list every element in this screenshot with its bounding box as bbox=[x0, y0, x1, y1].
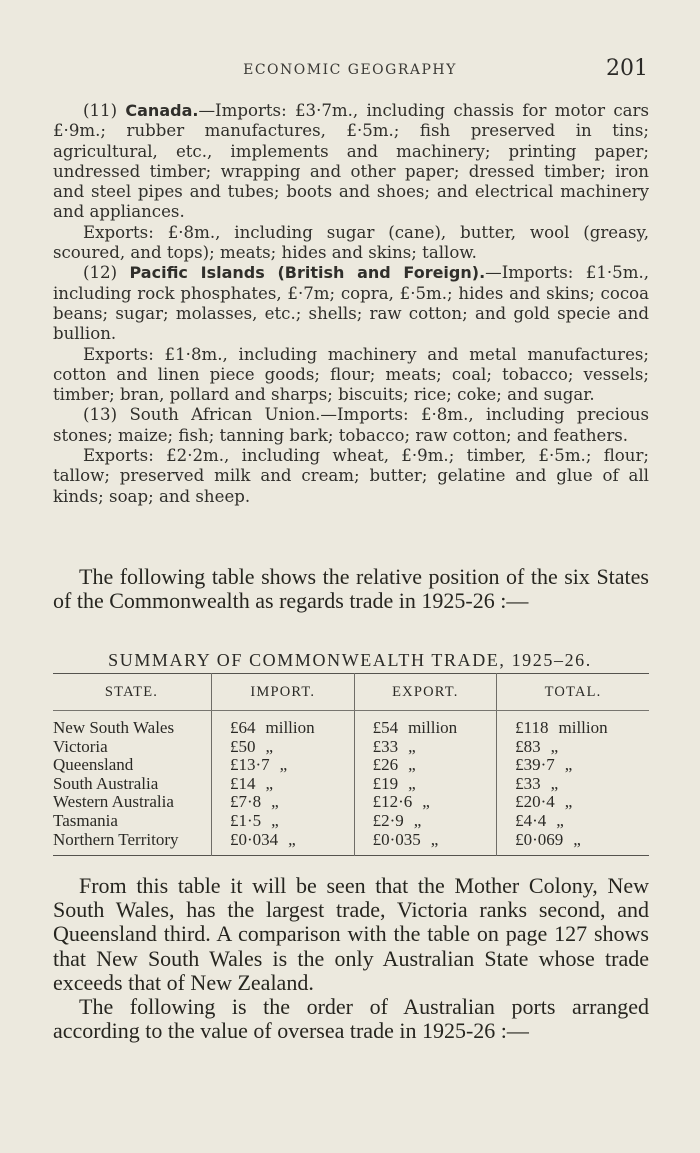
state-cell: Western Australia bbox=[53, 792, 174, 812]
unit: „ bbox=[271, 792, 279, 812]
ports-paragraph: The following is the order of Australian ports arranged according to the value of oversea trade in 1925-26 :— bbox=[53, 994, 649, 1044]
unit: „ bbox=[408, 736, 416, 756]
page-header bbox=[0, 56, 700, 84]
value: £33 bbox=[372, 736, 399, 756]
value: £0·034 bbox=[230, 829, 279, 849]
trade-summary-table bbox=[53, 673, 649, 856]
table-row bbox=[53, 793, 649, 812]
state-cell: South Australia bbox=[53, 773, 159, 793]
export-cell bbox=[354, 775, 497, 794]
table-row bbox=[53, 812, 649, 831]
table-row bbox=[53, 775, 649, 794]
total-cell bbox=[497, 711, 649, 738]
unit: „ bbox=[265, 773, 274, 793]
table-row bbox=[53, 711, 649, 738]
unit: „ bbox=[550, 736, 559, 756]
value: £12·6 bbox=[372, 792, 413, 812]
export-cell bbox=[354, 756, 497, 775]
table-commentary bbox=[53, 874, 649, 1043]
unit: million bbox=[265, 718, 315, 737]
value: £83 bbox=[515, 736, 541, 756]
unit: „ bbox=[279, 755, 288, 775]
value: £1·5 bbox=[230, 810, 262, 830]
import-cell bbox=[212, 831, 355, 856]
table-header-row bbox=[53, 674, 649, 711]
import-cell bbox=[212, 793, 355, 812]
unit: „ bbox=[408, 773, 416, 793]
unit: „ bbox=[422, 792, 430, 812]
pacific-exports-paragraph: Exports: £1·8m., including machinery and metal manufactures; cotton and linen piece goods; flour; meats; coal; tobacco; vessels; timber; bran, pollard and sharps; biscuits; rice; coke; and sugar. bbox=[53, 344, 649, 405]
total-cell bbox=[497, 775, 649, 794]
export-cell bbox=[354, 738, 497, 757]
state-cell: Victoria bbox=[53, 736, 108, 756]
section-number: (11) bbox=[83, 101, 118, 120]
value: £118 bbox=[515, 718, 549, 737]
import-cell bbox=[212, 738, 355, 757]
value: £64 bbox=[230, 718, 256, 737]
total-cell bbox=[497, 738, 649, 757]
unit: „ bbox=[430, 829, 439, 849]
total-cell bbox=[497, 793, 649, 812]
value: £4·4 bbox=[515, 810, 547, 830]
table-intro bbox=[53, 565, 649, 613]
value: £19 bbox=[372, 773, 399, 793]
value: £0·035 bbox=[372, 829, 421, 849]
state-cell: Queensland bbox=[53, 755, 134, 775]
unit: „ bbox=[564, 792, 573, 812]
value: £39·7 bbox=[515, 755, 555, 775]
import-cell bbox=[212, 711, 355, 738]
unit: „ bbox=[288, 829, 296, 849]
section-heading: Canada. bbox=[125, 101, 199, 120]
value: £0·069 bbox=[515, 829, 564, 849]
running-head: ECONOMIC GEOGRAPHY bbox=[243, 62, 457, 78]
import-cell bbox=[212, 775, 355, 794]
unit: million bbox=[558, 718, 608, 737]
table-row bbox=[53, 831, 649, 856]
unit: „ bbox=[573, 829, 581, 849]
page-number: 201 bbox=[606, 56, 648, 81]
country-trade-sections bbox=[53, 101, 649, 507]
total-cell bbox=[497, 831, 649, 856]
unit: million bbox=[408, 718, 458, 737]
table-row bbox=[53, 756, 649, 775]
value: £26 bbox=[372, 755, 399, 775]
column-header-import: IMPORT. bbox=[212, 674, 355, 711]
export-cell bbox=[354, 831, 497, 856]
value: £2·9 bbox=[372, 810, 404, 830]
section-heading: South African Union. bbox=[129, 405, 321, 425]
export-cell bbox=[354, 812, 497, 831]
value: £7·8 bbox=[230, 792, 262, 812]
canada-imports-paragraph bbox=[53, 101, 649, 223]
section-number: (13) bbox=[83, 405, 118, 425]
total-cell bbox=[497, 812, 649, 831]
value: £20·4 bbox=[515, 792, 555, 812]
unit: „ bbox=[271, 810, 279, 830]
south-africa-imports-paragraph bbox=[53, 405, 649, 446]
state-cell: Tasmania bbox=[53, 810, 118, 830]
column-header-export: EXPORT. bbox=[354, 674, 497, 711]
column-header-total: TOTAL. bbox=[497, 674, 649, 711]
section-imports-text: —Imports: £3·7m., including chassis for motor cars £·9m.; rubber manufactures, £·5m.; fish preserved in tins; agricultural, etc., implements and machinery; printing paper; undressed timber; wrapping and other paper; dressed timber; iron and steel pipes and tubes; boots and shoes; and electrical machinery and appliances. bbox=[53, 101, 649, 222]
section-imports-text: —Imports: £·8m., including precious stones; maize; fish; tanning bark; tobacco; raw cotton; and feathers. bbox=[53, 405, 650, 445]
pacific-imports-paragraph bbox=[53, 263, 649, 344]
unit: „ bbox=[265, 736, 274, 756]
section-heading: Pacific Islands (British and Foreign). bbox=[129, 263, 486, 283]
total-cell bbox=[497, 756, 649, 775]
value: £14 bbox=[230, 773, 256, 793]
value: £13·7 bbox=[230, 755, 270, 775]
column-header-state: STATE. bbox=[53, 674, 212, 711]
canada-exports-paragraph: Exports: £·8m., including sugar (cane), butter, wool (greasy, scoured, and tops); meats; hides and skins; tallow. bbox=[53, 222, 649, 263]
unit: „ bbox=[550, 773, 559, 793]
section-imports-text: —Imports: £1·5m., including rock phosphates, £·7m; copra, £·5m.; hides and skins; cocoa beans; sugar; molasses, etc.; shells; raw cotton; and gold specie and bullion. bbox=[53, 263, 649, 344]
table-row bbox=[53, 738, 649, 757]
export-cell bbox=[354, 793, 497, 812]
conclusion-paragraph: From this table it will be seen that the Mother Colony, New South Wales, has the largest trade, Victoria ranks second, and Queensland third. A comparison with the table on page 127 shows that New South Wales is the only Australian State whose trade exceeds that of New Zealand. bbox=[53, 873, 649, 995]
state-cell: New South Wales bbox=[53, 718, 175, 737]
export-cell bbox=[354, 711, 497, 738]
unit: „ bbox=[556, 810, 564, 830]
intro-paragraph: The following table shows the relative position of the six States of the Commonwealth as regards trade in 1925-26 :— bbox=[53, 564, 649, 614]
import-cell bbox=[212, 756, 355, 775]
unit: „ bbox=[408, 755, 416, 775]
value: £54 bbox=[372, 718, 399, 737]
section-number: (12) bbox=[83, 263, 118, 283]
value: £50 bbox=[230, 736, 256, 756]
value: £33 bbox=[515, 773, 541, 793]
south-africa-exports-paragraph: Exports: £2·2m., including wheat, £·9m.; timber, £·5m.; flour; tallow; preserved milk and cream; butter; gelatine and glue of all kinds; soap; and sheep. bbox=[53, 446, 649, 506]
unit: „ bbox=[564, 755, 573, 775]
state-cell: Northern Territory bbox=[53, 829, 179, 849]
unit: „ bbox=[413, 810, 422, 830]
table-title: SUMMARY OF COMMONWEALTH TRADE, 1925–26. bbox=[108, 650, 592, 670]
import-cell bbox=[212, 812, 355, 831]
